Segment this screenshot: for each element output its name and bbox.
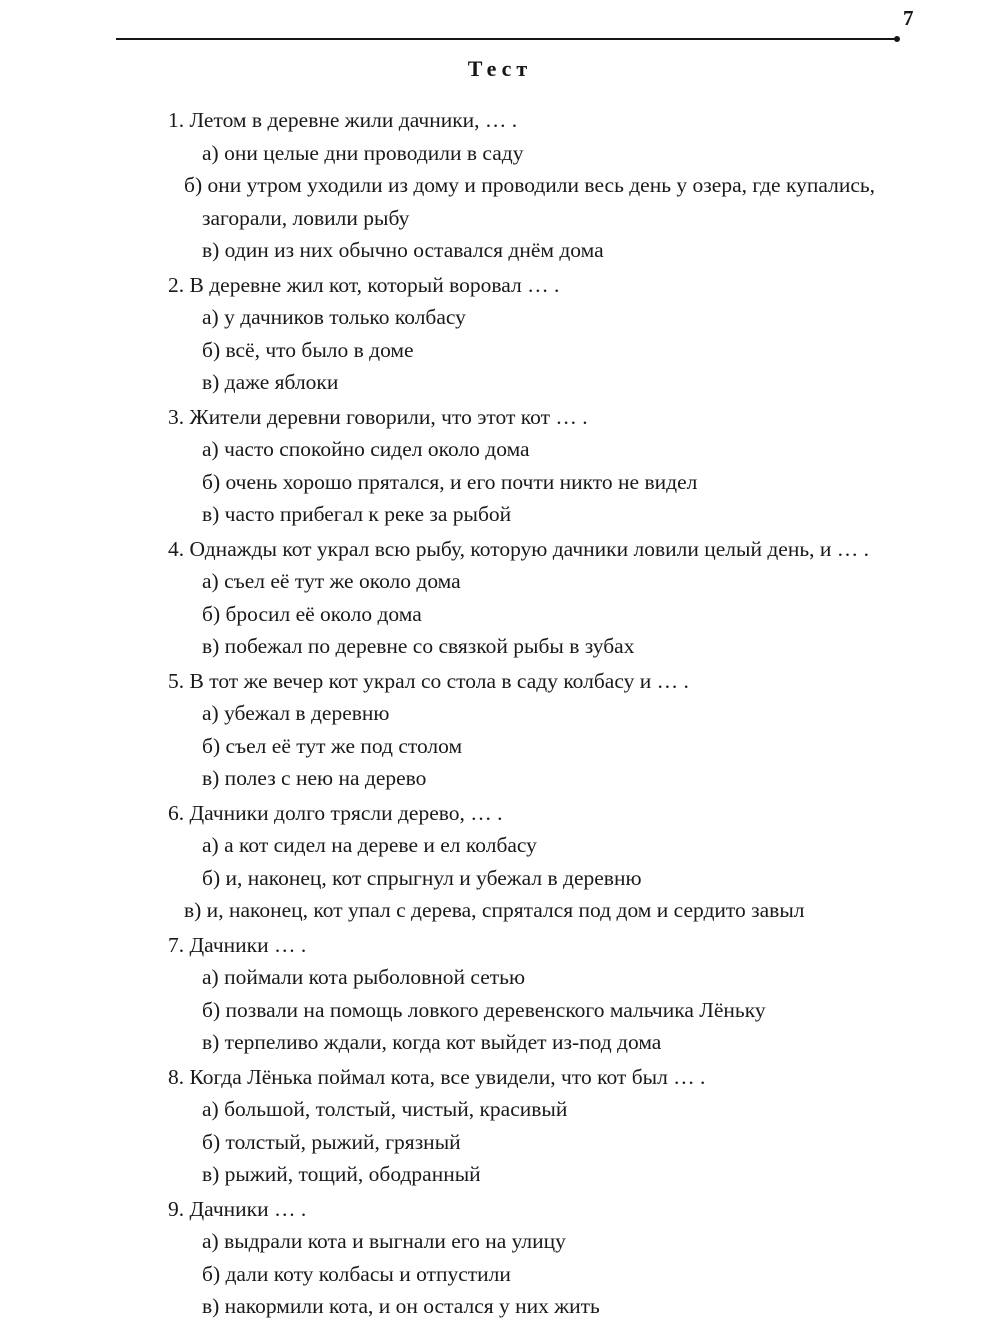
question-text	[150, 665, 890, 698]
question-item	[150, 269, 890, 399]
question-number: 9.	[168, 1196, 185, 1221]
question-text	[150, 269, 890, 302]
question-text	[150, 401, 890, 434]
page-number: 7	[903, 6, 914, 30]
option-b: б) съел её тут же под столом	[202, 733, 463, 758]
option-a: а) убежал в деревню	[202, 701, 390, 725]
question-text	[150, 1193, 890, 1226]
option-a: а) выдрали кота и выгнали его на улицу	[202, 1229, 566, 1253]
option-b: б) они утром уходили из дому и проводили весь день у озера, где купались, загорали, ловили рыбу	[184, 173, 876, 230]
option-b: б) дали коту колбасы и отпустили	[202, 1261, 511, 1286]
question-number: 6.	[168, 800, 185, 825]
questions-list	[150, 104, 890, 1325]
option-b: б) бросил её около дома	[202, 601, 422, 626]
option-v: в) рыжий, тощий, ободранный	[202, 1162, 481, 1186]
option-v: в) накормили кота, и он остался у них жить	[202, 1294, 600, 1318]
question-item	[150, 929, 890, 1059]
question-item	[150, 104, 890, 267]
question-item	[150, 665, 890, 795]
question-text	[150, 929, 890, 962]
question-number: 4.	[168, 536, 185, 561]
question-text	[150, 797, 890, 830]
question-number: 7.	[168, 932, 185, 957]
question-body: Когда Лёнька поймал кота, все увидели, что кот был … .	[189, 1064, 706, 1089]
option-v: в) и, наконец, кот упал с дерева, спрятался под дом и сердито завыл	[184, 898, 805, 922]
option-b: б) и, наконец, кот спрыгнул и убежал в деревню	[202, 865, 642, 890]
question-item	[150, 1061, 890, 1191]
question-body: Дачники … .	[189, 932, 307, 957]
option-v: в) часто прибегал к реке за рыбой	[202, 502, 512, 526]
option-a: а) поймали кота рыболовной сетью	[202, 965, 526, 989]
question-text	[150, 533, 890, 566]
question-item	[150, 797, 890, 927]
option-b: б) позвали на помощь ловкого деревенского мальчика Лёньку	[202, 997, 766, 1022]
option-a: а) съел её тут же около дома	[202, 569, 461, 593]
question-body: Летом в деревне жили дачники, … .	[189, 108, 518, 132]
question-body: В деревне жил кот, который воровал … .	[189, 272, 560, 297]
question-number: 2.	[168, 272, 185, 297]
option-v: в) побежал по деревне со связкой рыбы в зубах	[202, 634, 635, 658]
option-v: в) один из них обычно оставался днём дома	[202, 238, 604, 262]
question-item	[150, 1193, 890, 1323]
option-b: б) всё, что было в доме	[202, 337, 414, 362]
option-a: а) у дачников только колбасу	[202, 305, 466, 329]
option-b: б) толстый, рыжий, грязный	[202, 1129, 461, 1154]
question-item	[150, 533, 890, 663]
question-number: 8.	[168, 1064, 185, 1089]
option-a: а) большой, толстый, чистый, красивый	[202, 1097, 568, 1121]
page-title: Тест	[467, 56, 533, 81]
header-rule	[116, 38, 896, 40]
question-number: 1.	[168, 108, 185, 132]
question-body: Дачники долго трясли дерево, … .	[189, 800, 503, 825]
question-item	[150, 401, 890, 531]
option-v: в) терпеливо ждали, когда кот выйдет из-под дома	[202, 1030, 662, 1054]
option-b: б) очень хорошо прятался, и его почти никто не видел	[202, 469, 698, 494]
option-v: в) полез с нею на дерево	[202, 766, 427, 790]
question-number: 5.	[168, 668, 185, 693]
question-body: В тот же вечер кот украл со стола в саду колбасу и … .	[189, 668, 689, 693]
question-body: Жители деревни говорили, что этот кот … .	[189, 404, 588, 429]
option-a: а) часто спокойно сидел около дома	[202, 437, 530, 461]
question-number: 3.	[168, 404, 185, 429]
option-a: а) а кот сидел на дереве и ел колбасу	[202, 833, 537, 857]
option-v: в) даже яблоки	[202, 370, 339, 394]
question-body: Однажды кот украл всю рыбу, которую дачники ловили целый день, и … .	[189, 536, 870, 561]
option-a: а) они целые дни проводили в саду	[202, 140, 524, 165]
question-text	[150, 1061, 890, 1094]
question-body: Дачники … .	[189, 1196, 307, 1221]
question-text	[150, 104, 890, 137]
